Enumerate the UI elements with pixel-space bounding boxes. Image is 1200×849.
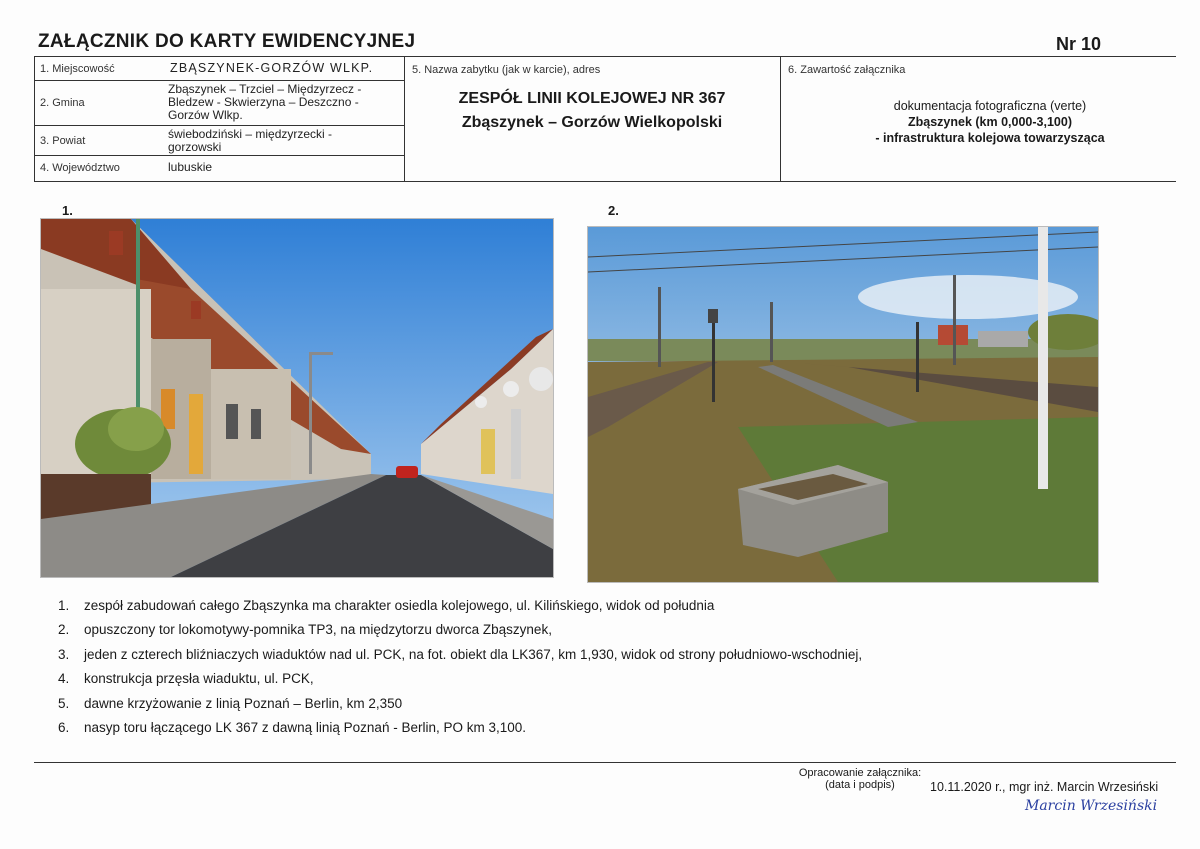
miejscowosc-label: 1. Miejscowość xyxy=(40,63,115,75)
wojewodztwo-label: 4. Województwo xyxy=(40,162,120,174)
caption-item: 4. konstrukcja przęsła wiaduktu, ul. PCK, xyxy=(58,671,314,687)
caption-item: 5. dawne krzyżowanie z linią Poznań – Berlin, km 2,350 xyxy=(58,695,403,711)
footer-divider xyxy=(34,762,1176,763)
photo-2-railway-view xyxy=(587,226,1099,583)
caption-item: 1. zespół zabudowań całego Zbąszynka ma charakter osiedla kolejowego, ul. Kilińskiego, widok od południa xyxy=(58,598,715,613)
caption-item: 2. opuszczony tor lokomotywy-pomnika TP3, na międzytorzu dworca Zbąszynek, xyxy=(58,622,552,638)
photo-1-street-view xyxy=(40,218,554,578)
wojewodztwo-value: lubuskie xyxy=(168,160,213,174)
table-row-divider xyxy=(34,155,404,156)
attachment-line2: Zbąszynek (km 0,000-3,100) xyxy=(908,115,1072,129)
document-title: ZAŁĄCZNIK DO KARTY EWIDENCYJNEJ xyxy=(38,31,416,52)
table-col-divider xyxy=(34,56,35,182)
handwritten-signature: Marcin Wrzesiński xyxy=(1025,798,1158,814)
attachment-content-label: 6. Zawartość załącznika xyxy=(788,64,906,76)
powiat-value: świebodziński – międzyrzecki - gorzowski xyxy=(168,127,333,154)
monument-label: 5. Nazwa zabytku (jak w karcie), adres xyxy=(412,64,601,76)
footer-author: 10.11.2020 r., mgr inż. Marcin Wrzesiński xyxy=(930,780,1159,794)
footer-label: Opracowanie załącznika: (data i podpis) xyxy=(798,767,922,791)
table-bottom-border xyxy=(34,181,1176,182)
table-row-divider xyxy=(34,125,404,126)
photo-1-number: 1. xyxy=(62,203,73,218)
powiat-label: 3. Powiat xyxy=(40,135,86,147)
table-row-divider xyxy=(34,80,404,81)
table-top-border xyxy=(34,56,1176,57)
photo-captions-list xyxy=(58,594,862,740)
miejscowosc-value: ZBĄSZYNEK-GORZÓW WLKP. xyxy=(170,61,374,75)
monument-title-line2: Zbąszynek – Gorzów Wielkopolski xyxy=(461,114,723,131)
photo-2-number: 2. xyxy=(608,203,619,218)
attachment-line1: dokumentacja fotograficzna (verte) xyxy=(893,99,1087,113)
attachment-number: Nr 10 xyxy=(1056,34,1102,54)
attachment-line3: - infrastruktura kolejowa towarzysząca xyxy=(875,131,1105,145)
gmina-value: Zbąszynek – Trzciel – Międzyrzecz - Bledzew - Skwierzyna – Deszczno - Gorzów Wlkp. xyxy=(168,82,362,122)
caption-item: 3. jeden z czterech bliźniaczych wiaduktów nad ul. PCK, na fot. obiekt dla LK367, km 1,930, widok od strony południowo-wschodniej, xyxy=(58,646,863,662)
gmina-label: 2. Gmina xyxy=(40,97,85,109)
caption-item: 6. nasyp toru łączącego LK 367 z dawną linią Poznań - Berlin, PO km 3,100. xyxy=(58,720,526,736)
monument-title-line1: ZESPÓŁ LINII KOLEJOWEJ NR 367 xyxy=(458,90,726,107)
